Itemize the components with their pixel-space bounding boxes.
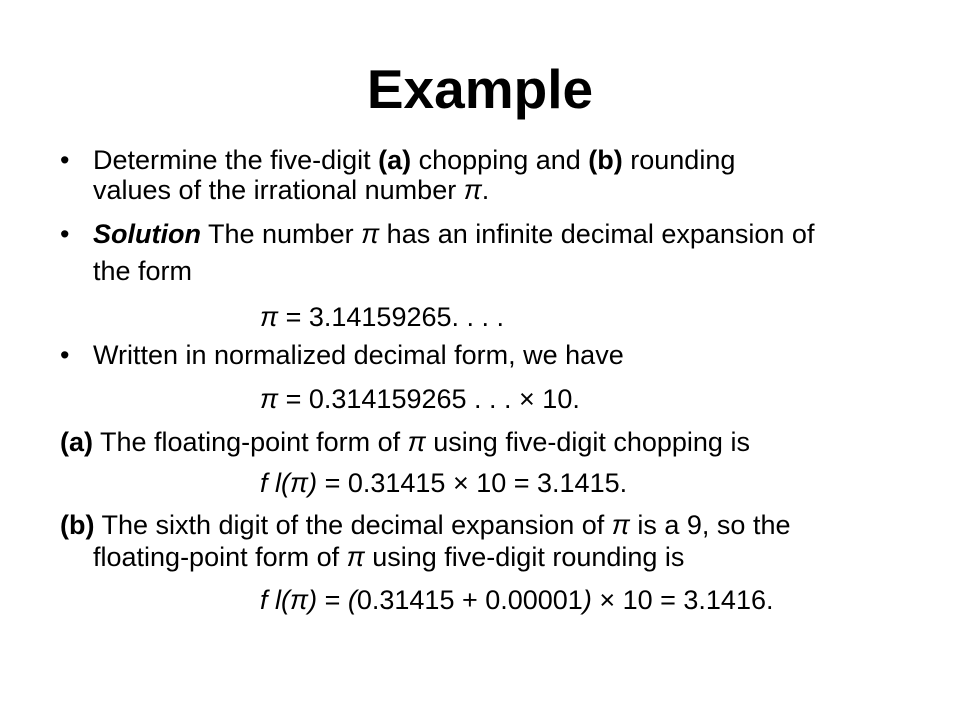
equation-4-tail: × 10 = 3.1416. [591, 585, 774, 615]
equation-1-lhs: π [260, 302, 279, 332]
equation-4 [260, 584, 774, 616]
part-b-pi: π [611, 510, 630, 540]
part-b-line-2 [93, 541, 684, 573]
solution-label: Solution [93, 219, 201, 249]
bullet-1-label-a: (a) [378, 145, 412, 175]
equation-1-rhs: = 3.14159265. . . . [278, 302, 505, 332]
part-b-line-2a: floating-point form of [93, 542, 347, 572]
part-a-line [60, 426, 750, 458]
bullet-1-pi: π [463, 175, 482, 205]
bullet-1-text-mid: chopping and [411, 145, 589, 175]
part-b-text-2: is a 9, so the [629, 510, 791, 540]
bullet-1-marker: • [60, 145, 70, 175]
equation-3 [260, 467, 627, 499]
bullet-2-marker: • [60, 219, 70, 249]
equation-4-open-paren: ( [347, 585, 357, 615]
equation-4-inner: 0.31415 + 0.00001 [356, 585, 583, 615]
equation-4-close-paren: ) [582, 585, 592, 615]
part-a-text-2: using five-digit chopping is [425, 427, 750, 457]
part-b-label: (b) [60, 510, 95, 540]
part-b-text-1: The sixth digit of the decimal expansion of [94, 510, 612, 540]
equation-4-mid: = [317, 585, 348, 615]
bullet-2-text-1: The number [200, 219, 362, 249]
equation-2-rhs: = 0.314159265 . . . × 10. [278, 384, 580, 414]
equation-4-fl: f l(π) [260, 585, 318, 615]
bullet-1-label-b: (b) [588, 145, 623, 175]
bullet-1-line-2 [93, 174, 489, 206]
equation-3-fl: f l(π) [260, 468, 318, 498]
part-a-label: (a) [60, 427, 93, 457]
bullet-1-line-2-text: values of the irrational number [93, 175, 464, 205]
part-a-text-1: The floating-point form of [93, 427, 408, 457]
bullet-2-text-2: has an infinite decimal expansion of [379, 219, 815, 249]
equation-1 [260, 301, 504, 333]
bullet-1-end: . [481, 175, 490, 205]
bullet-2-pi: π [361, 219, 380, 249]
bullet-2-line-1 [93, 218, 814, 250]
bullet-1-line-1 [93, 144, 735, 176]
slide-title: Example [366, 58, 594, 120]
bullet-3-line-1: Written in normalized decimal form, we have [93, 340, 624, 370]
equation-3-rhs: = 0.31415 × 10 = 3.1415. [317, 468, 628, 498]
equation-2-lhs: π [260, 384, 279, 414]
bullet-1-text-pre: Determine the five-digit [93, 145, 379, 175]
bullet-3-marker: • [60, 340, 70, 370]
bullet-2-line-2: the form [93, 256, 193, 286]
part-b-line-2-pi: π [346, 542, 365, 572]
part-b-line-1 [60, 509, 790, 541]
part-a-pi: π [407, 427, 426, 457]
bullet-1-text-post: rounding [622, 145, 736, 175]
equation-2 [260, 383, 580, 415]
part-b-line-2b: using five-digit rounding is [364, 542, 685, 572]
